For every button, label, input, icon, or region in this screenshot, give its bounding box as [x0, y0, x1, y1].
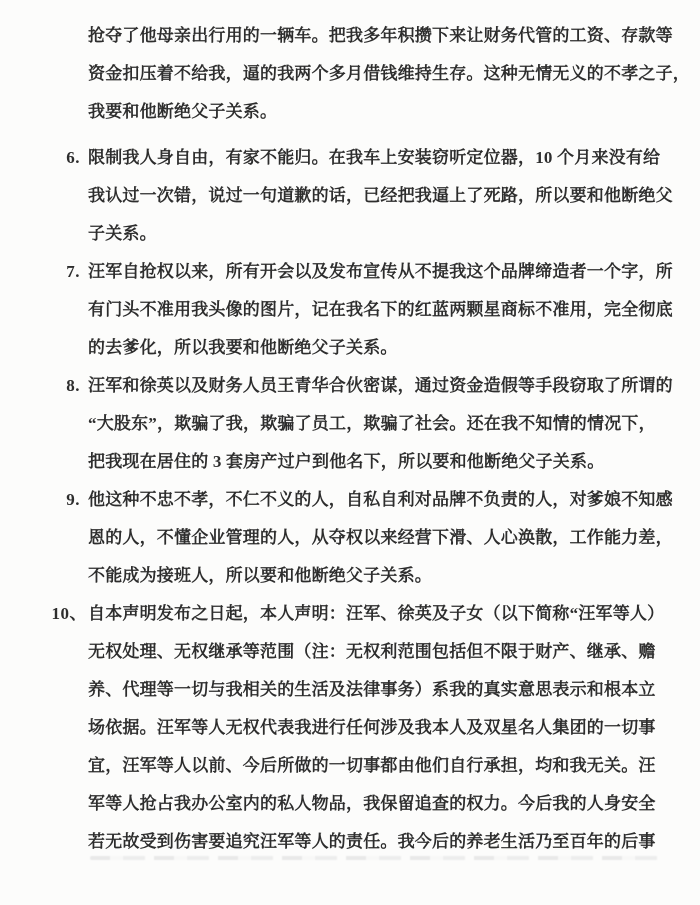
list-item-8	[66, 367, 673, 481]
text-line: 我要和他断绝父子关系。	[88, 102, 278, 121]
text-line: 汪军自抢权以来，所有开会以及发布宣传从不提我这个品牌缔造者一个字，所	[88, 262, 673, 281]
text-line: 把我现在居住的 3 套房产过户到他名下，所以要和他断绝父子关系。	[88, 452, 605, 471]
text-line: 我认过一次错，说过一句道歉的话，已经把我逼上了死路，所以要和他断绝父	[88, 186, 673, 205]
text-line: 他这种不忠不孝，不仁不义的人，自私自利对品牌不负责的人，对爹娘不知感	[88, 490, 673, 509]
list-item-number: 10、	[51, 604, 87, 623]
text-line: 汪军和徐英以及财务人员王青华合伙密谋，通过资金造假等手段窃取了所谓的	[88, 376, 673, 395]
list-item-number: 7.	[66, 262, 80, 281]
list-item-9	[66, 481, 673, 595]
cutoff-next-line-artifact	[90, 856, 660, 860]
list-item-6	[66, 139, 673, 253]
list-item-number: 8.	[66, 376, 80, 395]
list-item-number: 9.	[66, 490, 80, 509]
text-line: 不能成为接班人，所以要和他断绝父子关系。	[88, 566, 432, 585]
text-line: 恩的人，不懂企业管理的人，从夺权以来经营下滑、人心涣散，工作能力差，	[88, 528, 673, 547]
list-item-7	[66, 253, 673, 367]
text-line: 限制我人身自由，有家不能归。在我车上安装窃听定位器，10 个月来没有给	[88, 148, 661, 167]
text-line: 无权处理、无权继承等范围（注：无权利范围包括但不限于财产、继承、赡	[88, 642, 656, 661]
document-body	[51, 17, 690, 861]
paragraph-continuation	[88, 17, 690, 131]
list-item-10	[51, 595, 670, 861]
text-line: 自本声明发布之日起，本人声明：汪军、徐英及子女（以下简称“汪军等人）	[88, 604, 665, 623]
list-item-number: 6.	[66, 148, 80, 167]
text-line: “大股东”，欺骗了我，欺骗了员工，欺骗了社会。还在我不知情的情况下，	[88, 414, 656, 433]
text-line: 若无故受到伤害要追究汪军等人的责任。我今后的养老生活乃至百年的后事	[88, 832, 656, 851]
text-line: 场依据。汪军等人无权代表我进行任何涉及我本人及双星名人集团的一切事	[88, 718, 656, 737]
text-line: 有门头不准用我头像的图片，记在我名下的红蓝两颗星商标不准用，完全彻底	[88, 300, 673, 319]
text-line: 子关系。	[88, 224, 157, 243]
text-line: 抢夺了他母亲出行用的一辆车。把我多年积攒下来让财务代管的工资、存款等	[88, 26, 673, 45]
text-line: 宜，汪军等人以前、今后所做的一切事都由他们自行承担，均和我无关。汪	[88, 756, 656, 775]
text-line: 资金扣压着不给我，逼的我两个多月借钱维持生存。这种无情无义的不孝之子，	[88, 64, 690, 83]
text-line: 的去爹化，所以我要和他断绝父子关系。	[88, 338, 398, 357]
text-line: 军等人抢占我办公室内的私人物品，我保留追查的权力。今后我的人身安全	[88, 794, 656, 813]
text-line: 养、代理等一切与我相关的生活及法律事务）系我的真实意思表示和根本立	[88, 680, 656, 699]
